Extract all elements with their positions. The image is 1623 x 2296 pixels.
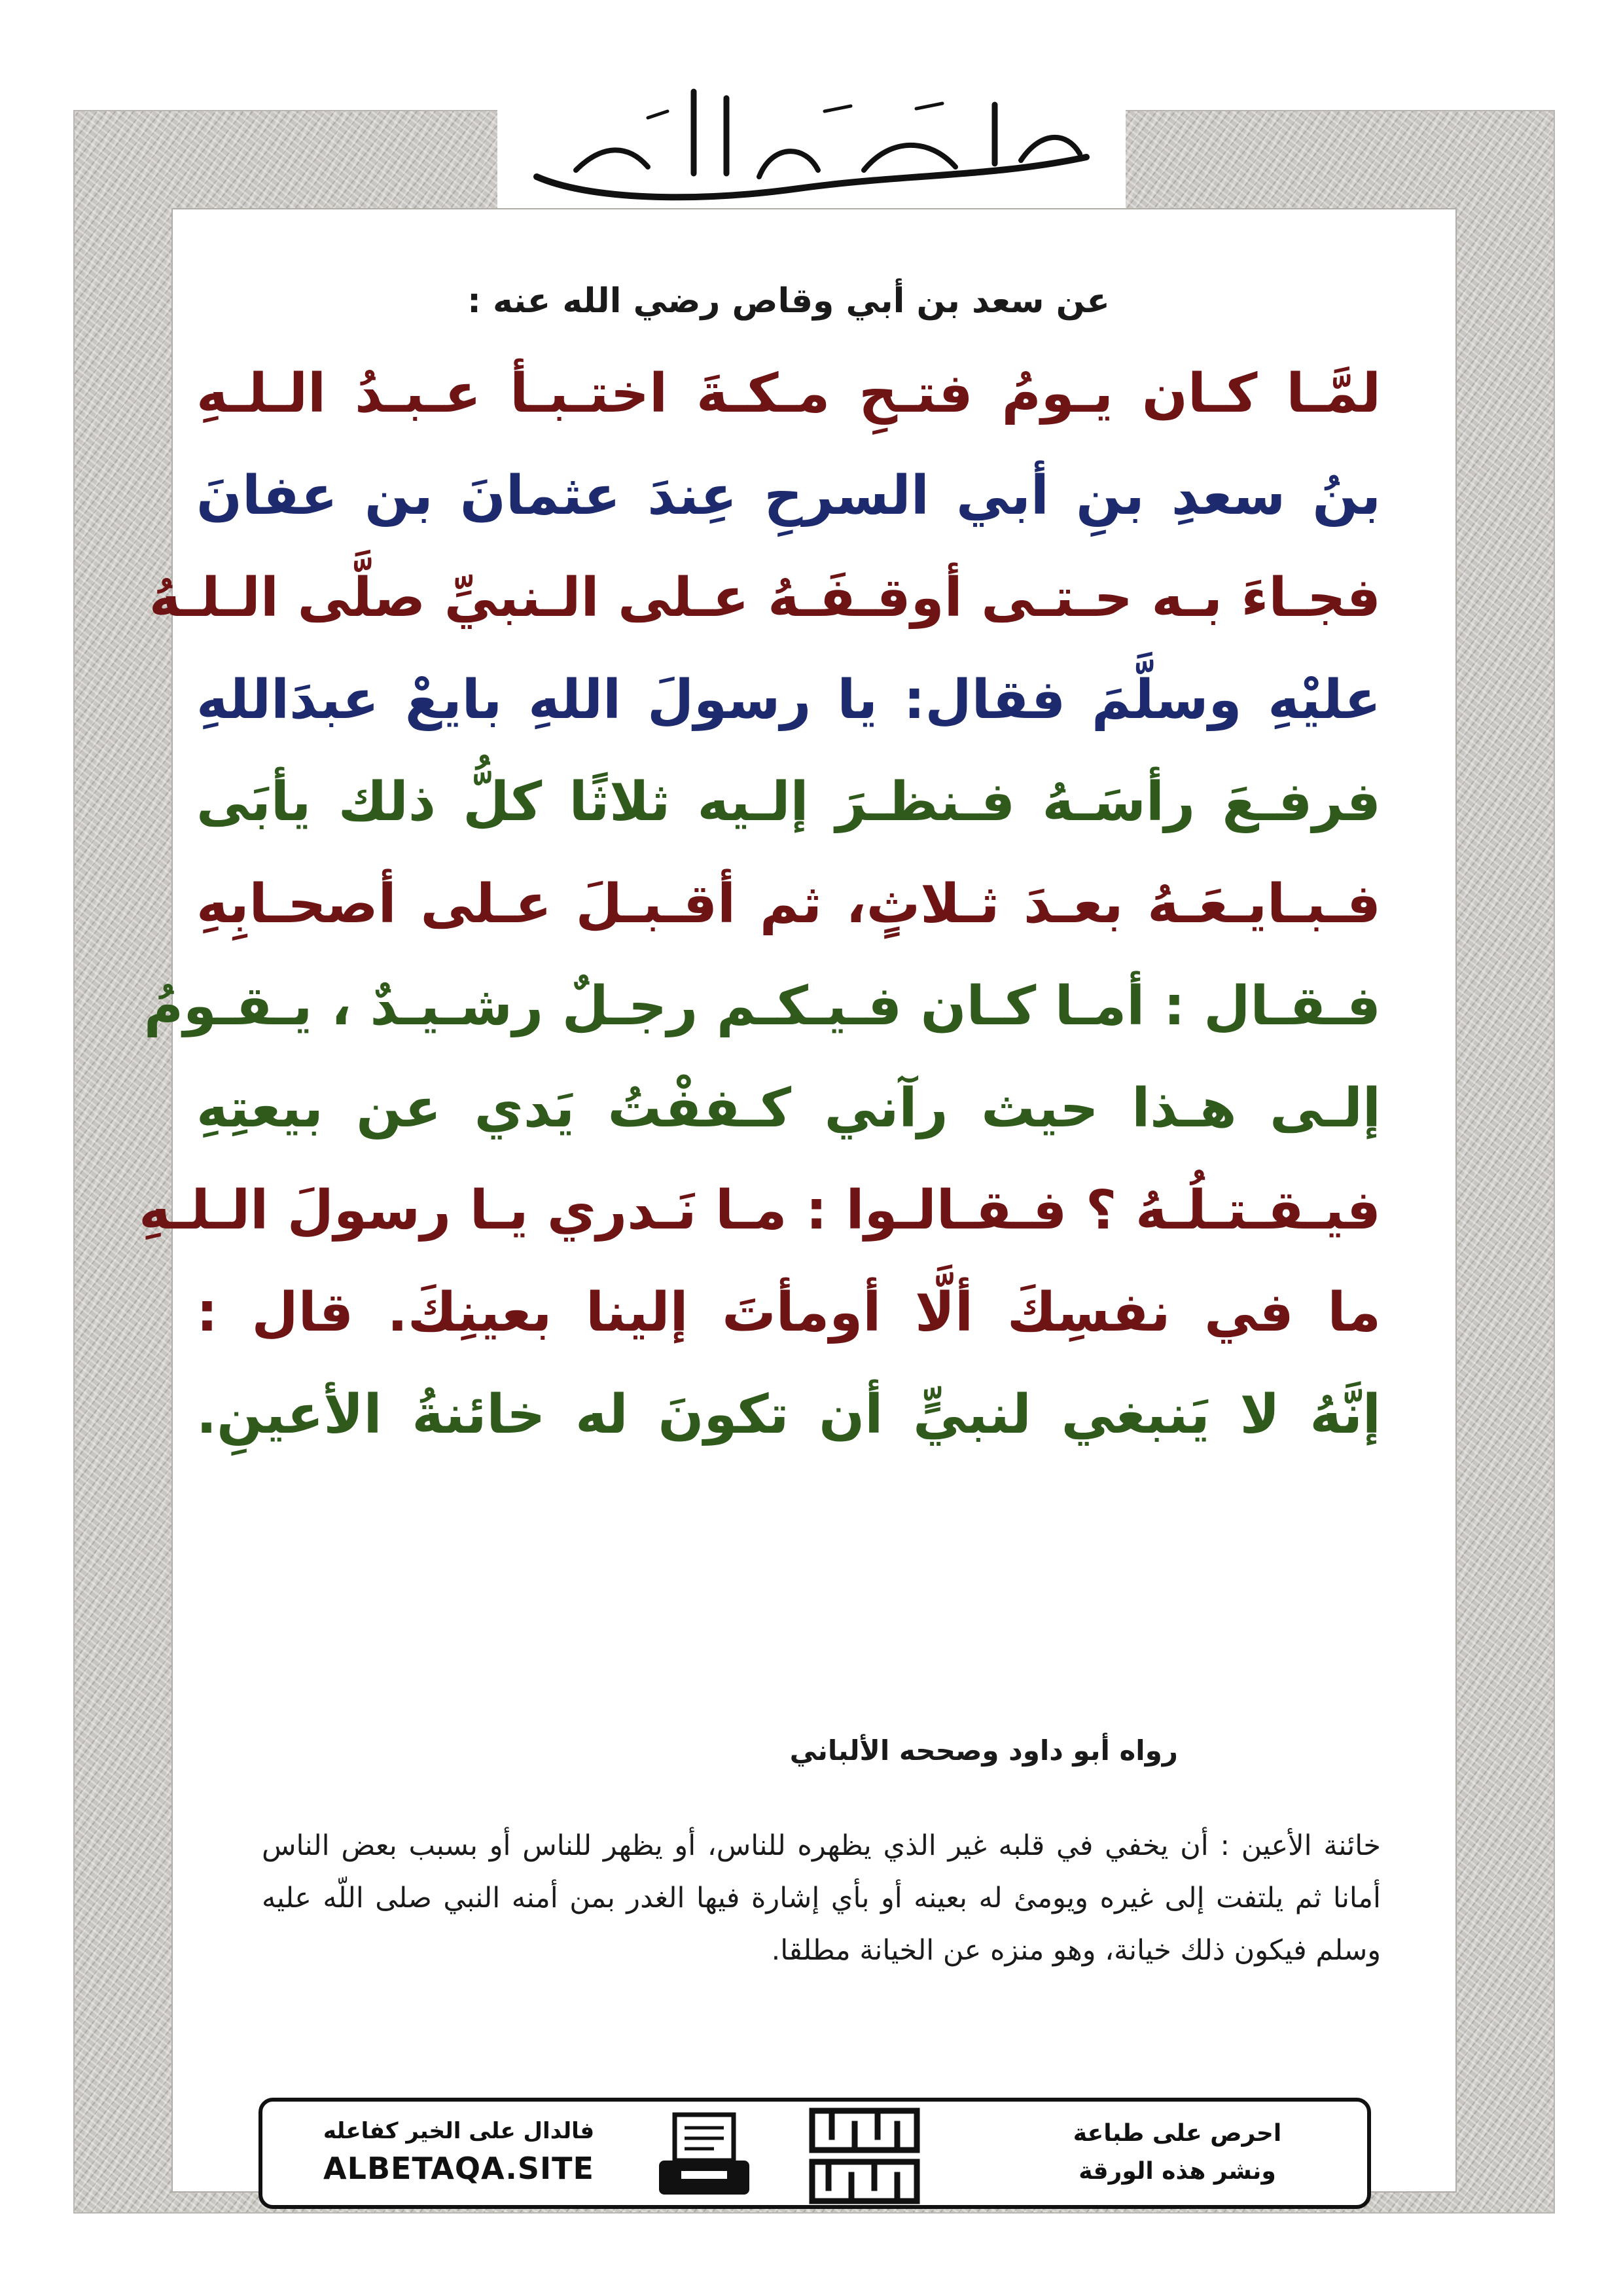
footer-site-block <box>289 2113 629 2192</box>
hadith-content <box>139 275 1381 1466</box>
hadith-line-3: فجـاءَ بـه حـتـى أوقـفَـهُ عـلى الـنبيِّ صلَّى الـلـهُ <box>149 567 1381 629</box>
hadith-line-2: بنُ سعدِ بنِ أبي السرحِ عِندَ عثمانَ بن عفانَ <box>196 465 1381 527</box>
hadith-source: رواه أبو داود وصححه الألباني <box>789 1734 1178 1767</box>
hadith-line-5: فرفـعَ رأسَـهُ فـنظـرَ إلـيه ثلاثًا كلُّ ذلك يأبَى <box>196 771 1381 833</box>
hadith-line-10: ما في نفسِكَ ألَّا أومأتَ إلينا بعينِكَ. قال : <box>196 1282 1381 1344</box>
hadith-line-9: فيـقـتـلُـهُ ؟ فـقـالـوا : مـا نَـدري يـا رسولَ الـلـهِ <box>139 1179 1381 1242</box>
site-link[interactable]: ALBETAQA.SITE <box>323 2151 594 2186</box>
printer-icon <box>655 2111 753 2202</box>
print-reminder-line-1: احرص على طباعة <box>1073 2120 1282 2147</box>
explanation-paragraph: خائنة الأعين : أن يخفي في قلبه غير الذي يظهره للناس، أو يظهر للناس أو بسبب بعض الناس أمانا ثم يلتفت إلى غيره ويومئ له بعينه أو بأي إشارة فيها الغدر بمن أمنه النبي صلى اللّه عليه وسلم فيكون ذلك خيانة، وهو منزه عن الخيانة مطلقا. <box>262 1829 1381 1967</box>
hadith-line-7: فـقـال : أمـا كـان فـيـكـم رجـلٌ رشـيـدٌ ، يـقـومُ <box>143 975 1381 1037</box>
hadith-line-6: فـبـايـعَـهُ بعـدَ ثـلاثٍ، ثم أقـبـلَ عـلى أصحـابِهِ <box>196 873 1381 935</box>
print-reminder <box>1027 2115 1328 2193</box>
hadith-line-1: لمَّـا كـان يـومُ فتـحِ مـكـةَ اختـبـأ عـبـدُ الـلـهِ <box>196 363 1381 425</box>
dawa-waraqa-logo <box>806 2104 923 2208</box>
hadith-line-8: إلـى هـذا حيث رآني كـففْتُ يَدي عن بيعتِهِ <box>196 1077 1381 1139</box>
narrator-line: عن سعد بن أبي وقاص رضي الله عنه : <box>467 281 1110 321</box>
basmala-calligraphy <box>497 46 1126 223</box>
hadith-line-4: عليْهِ وسلَّمَ فقال: يا رسولَ اللهِ بايعْ عبدَاللهِ <box>196 669 1381 731</box>
print-reminder-line-2: ونشر هذه الورقة <box>1079 2158 1276 2185</box>
footer-bar <box>259 2098 1371 2209</box>
footer-tagline: فالدال على الخير كفاعله <box>323 2118 595 2144</box>
hadith-line-11: إنَّهُ لا يَنبغي لنبيٍّ أن تكونَ له خائنةُ الأعينِ. <box>196 1384 1381 1446</box>
